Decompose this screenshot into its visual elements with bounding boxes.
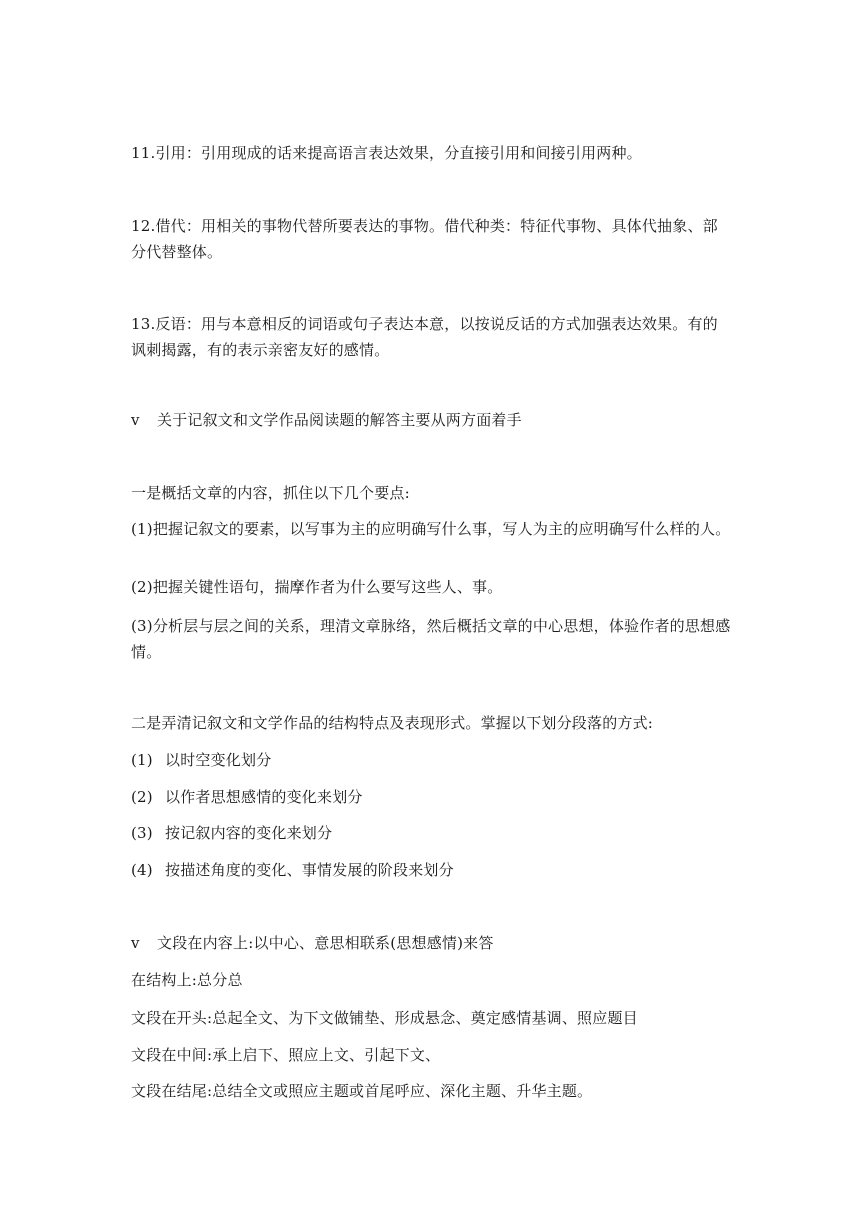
list-item-text: 按记叙内容的变化来划分 xyxy=(165,824,333,842)
paragraph-metonymy: 12.借代：用相关的事物代替所要表达的事物。借代种类：特征代事物、具体代抽象、部分代替整体。 xyxy=(131,217,718,261)
list-number: (2) xyxy=(131,788,153,806)
part1-item: (1)把握记叙文的要素，以写事为主的应明确写什么事，写人为主的应明确写什么样的人。 xyxy=(131,520,731,538)
structure-line: 在结构上:总分总 xyxy=(131,971,243,989)
section-heading-paragraph-role xyxy=(131,930,731,956)
bullet-marker: v xyxy=(131,411,140,429)
part2-item xyxy=(131,784,731,810)
list-item-text: 按描述角度的变化、事情发展的阶段来划分 xyxy=(165,861,454,879)
list-item-text: 以作者思想感情的变化来划分 xyxy=(165,788,363,806)
part1-intro: 一是概括文章的内容，抓住以下几个要点: xyxy=(131,484,410,502)
section-heading-text: 关于记叙文和文学作品阅读题的解答主要从两方面着手 xyxy=(157,411,522,429)
paragraph-irony: 13.反语：用与本意相反的词语或句子表达本意，以按说反话的方式加强表达效果。有的讽刺揭露，有的表示亲密友好的感情。 xyxy=(131,315,718,359)
part2-intro: 二是弄清记叙文和文学作品的结构特点及表现形式。掌握以下划分段落的方式: xyxy=(131,714,654,732)
section-heading-text: 文段在内容上:以中心、意思相联系(思想感情)来答 xyxy=(157,934,494,952)
structure-line: 文段在结尾:总结全文或照应主题或首尾呼应、深化主题、升华主题。 xyxy=(131,1082,593,1100)
part2-item xyxy=(131,857,731,883)
part2-item xyxy=(131,747,731,773)
list-number: (1) xyxy=(131,751,153,769)
list-number: (4) xyxy=(131,861,153,879)
structure-line: 文段在中间:承上启下、照应上文、引起下文、 xyxy=(131,1046,441,1064)
part2-item xyxy=(131,820,731,846)
paragraph-quotation: 11.引用：引用现成的话来提高语言表达效果，分直接引用和间接引用两种。 xyxy=(131,144,642,162)
bullet-marker: v xyxy=(131,934,140,952)
list-item-text: 以时空变化划分 xyxy=(165,751,272,769)
part1-item: (2)把握关键性语句，揣摩作者为什么要写这些人、事。 xyxy=(131,578,503,596)
part1-item: (3)分析层与层之间的关系，理清文章脉络，然后概括文章的中心思想，体验作者的思想感情。 xyxy=(131,617,731,661)
structure-line: 文段在开头:总起全文、为下文做铺垫、形成悬念、奠定感情基调、照应题目 xyxy=(131,1009,638,1027)
list-number: (3) xyxy=(131,824,153,842)
section-heading-reading xyxy=(131,407,731,433)
